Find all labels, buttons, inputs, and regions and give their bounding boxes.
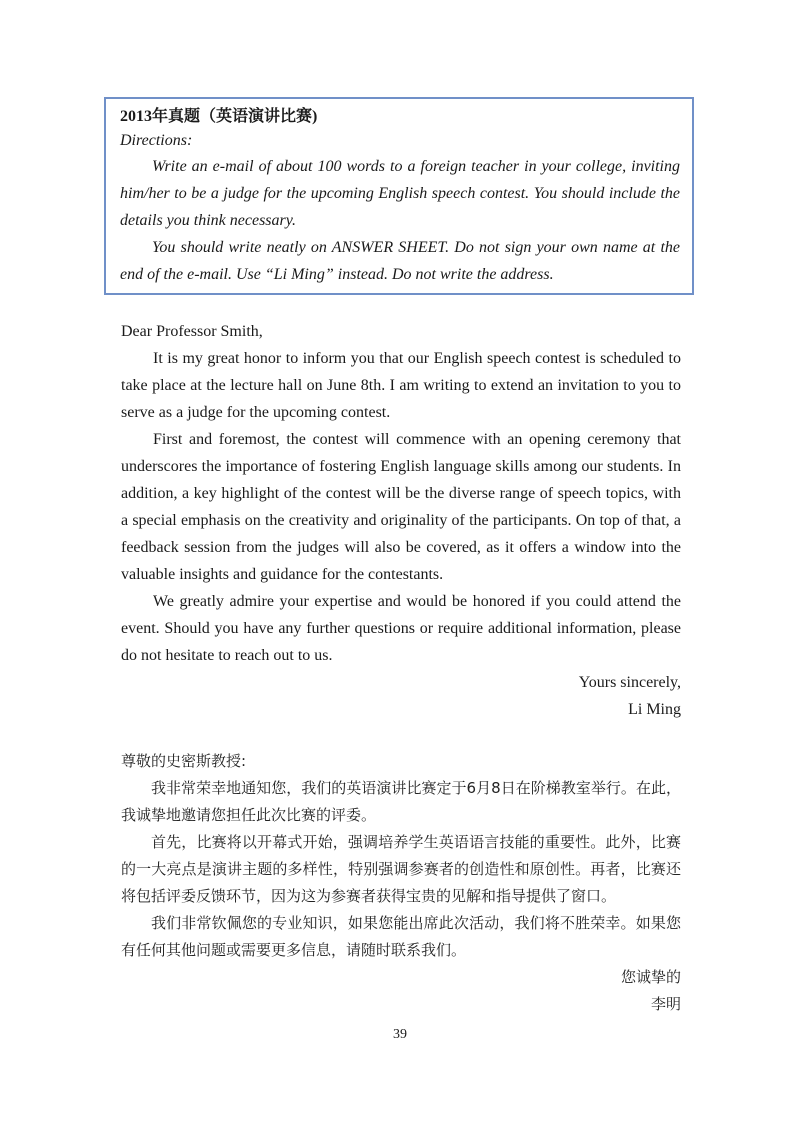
- directions-label: Directions:: [120, 132, 193, 149]
- exam-title: 2013年真题（英语演讲比赛): [120, 108, 318, 125]
- translation-salutation: 尊敬的史密斯教授:: [121, 752, 247, 770]
- translation-paragraph-2: 首先，比赛将以开幕式开始，强调培养学生英语语言技能的重要性。此外，比赛的一大亮点是演讲主题的多样性，特别强调参赛者的创造性和原创性。再者，比赛还将包括评委反馈环节，因为这为参赛者获得宝贵的见解和指导提供了窗口。: [121, 833, 681, 905]
- letter-closing: Yours sincerely,: [578, 674, 681, 691]
- translation-signature: 李明: [650, 995, 681, 1013]
- translation-paragraph-1: 我非常荣幸地通知您，我们的英语演讲比赛定于6月8日在阶梯教室举行。在此，我诚挚地邀请您担任此次比赛的评委。: [121, 779, 681, 824]
- chinese-translation: [121, 748, 681, 1018]
- directions-paragraph-1: Write an e-mail of about 100 words to a foreign teacher in your college, inviting him/her to be a judge for the upcoming English speech contest. You should include the details you think necessary.: [120, 158, 680, 229]
- letter-paragraph-2: First and foremost, the contest will commence with an opening ceremony that underscores the importance of fostering English language skills among our students. In addition, a key highlight of the contest will be the diverse range of speech topics, with a special emphasis on the creativity and originality of the participants. On top of that, a feedback session from the judges will also be covered, as it offers a window into the valuable insights and guidance for the contestants.: [121, 431, 681, 583]
- page-number: 39: [393, 1027, 407, 1042]
- letter-paragraph-1: It is my great honor to inform you that our English speech contest is scheduled to take place at the lecture hall on June 8th. I am writing to extend an invitation to you to serve as a judge for the upcoming contest.: [121, 350, 681, 421]
- directions-box: [104, 97, 694, 295]
- letter-salutation: Dear Professor Smith,: [121, 323, 263, 340]
- translation-closing: 您诚挚的: [620, 968, 681, 986]
- translation-paragraph-3: 我们非常钦佩您的专业知识，如果您能出席此次活动，我们将不胜荣幸。如果您有任何其他问题或需要更多信息，请随时联系我们。: [121, 914, 681, 959]
- letter-signature: Li Ming: [628, 701, 681, 718]
- directions-paragraph-2: You should write neatly on ANSWER SHEET. Do not sign your own name at the end of the e-mail. Use “Li Ming” instead. Do not write the address.: [120, 239, 680, 283]
- english-letter: [121, 318, 681, 723]
- letter-paragraph-3: We greatly admire your expertise and would be honored if you could attend the event. Should you have any further questions or require additional information, please do not hesitate to reach out to us.: [121, 593, 681, 664]
